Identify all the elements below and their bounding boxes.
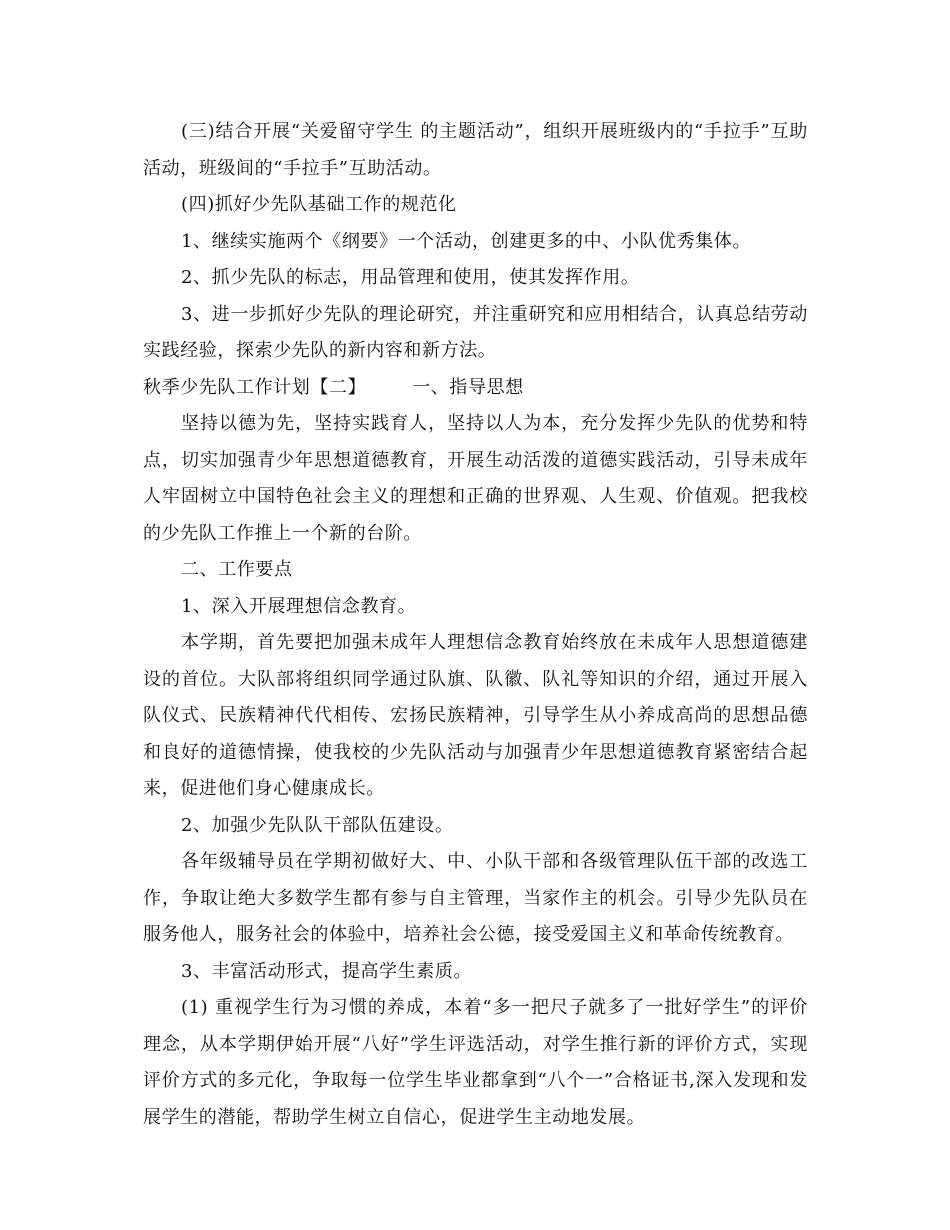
paragraph: 各年级辅导员在学期初做好大、中、小队干部和各级管理队伍干部的改选工作，争取让绝大多数学生都有参与自主管理，当家作主的机会。引导少先队员在服务他人，服务社会的体验中，培养社会公德，接受爱国主义和革命传统教育。: [143, 851, 808, 945]
document-body: [143, 114, 808, 1136]
paragraph: 2、抓少先队的标志，用品管理和使用，使其发挥作用。: [181, 267, 640, 288]
paragraph: (1) 重视学生行为习惯的养成，本着“多一把尺子就多了一批好学生”的评价理念，从本学期伊始开展“八好”学生评选活动，对学生推行新的评价方式，实现评价方式的多元化，争取每一位学生毕业都拿到“八个一”合格证书,深入发现和发展学生的潜能，帮助学生树立自信心，促进学生主动地发展。: [143, 997, 808, 1128]
paragraph: 本学期，首先要把加强未成年人理想信念教育始终放在未成年人思想道德建设的首位。大队部将组织同学通过队旗、队徽、队礼等知识的介绍，通过开展入队仪式、民族精神代代相传、宏扬民族精神，引导学生从小养成高尚的思想品德和良好的道德情操，使我校的少先队活动与加强青少年思想道德教育紧密结合起来，促进他们身心健康成长。: [143, 632, 808, 799]
paragraph: 坚持以德为先，坚持实践育人，坚持以人为本，充分发挥少先队的优势和特点，切实加强青少年思想道德教育，开展生动活泼的道德实践活动，引导未成年人牢固树立中国特色社会主义的理想和正确的世界观、人生观、价值观。把我校的少先队工作推上一个新的台阶。: [143, 413, 808, 544]
paragraph: 3、丰富活动形式，提高学生素质。: [181, 960, 473, 982]
paragraph: 二、工作要点: [181, 559, 293, 580]
paragraph: (四)抓好少先队基础工作的规范化: [181, 194, 457, 215]
section-title: 秋季少先队工作计划【二】: [143, 376, 367, 398]
paragraph: 1、深入开展理想信念教育。: [181, 595, 417, 617]
paragraph: 2、加强少先队队干部队伍建设。: [181, 814, 454, 836]
section-heading: [143, 370, 808, 407]
paragraph: 1、继续实施两个《纲要》一个活动，创建更多的中、小队优秀集体。: [181, 230, 752, 252]
paragraph: 3、进一步抓好少先队的理论研究，并注重研究和应用相结合，认真总结劳动实践经验，探索少先队的新内容和新方法。: [143, 303, 808, 361]
section-subtitle: 一、指导思想: [412, 376, 524, 398]
paragraph: (三)结合开展“关爱留守学生 的主题活动”，组织开展班级内的“手拉手”互助活动，班级间的“手拉手”互助活动。: [143, 121, 808, 179]
